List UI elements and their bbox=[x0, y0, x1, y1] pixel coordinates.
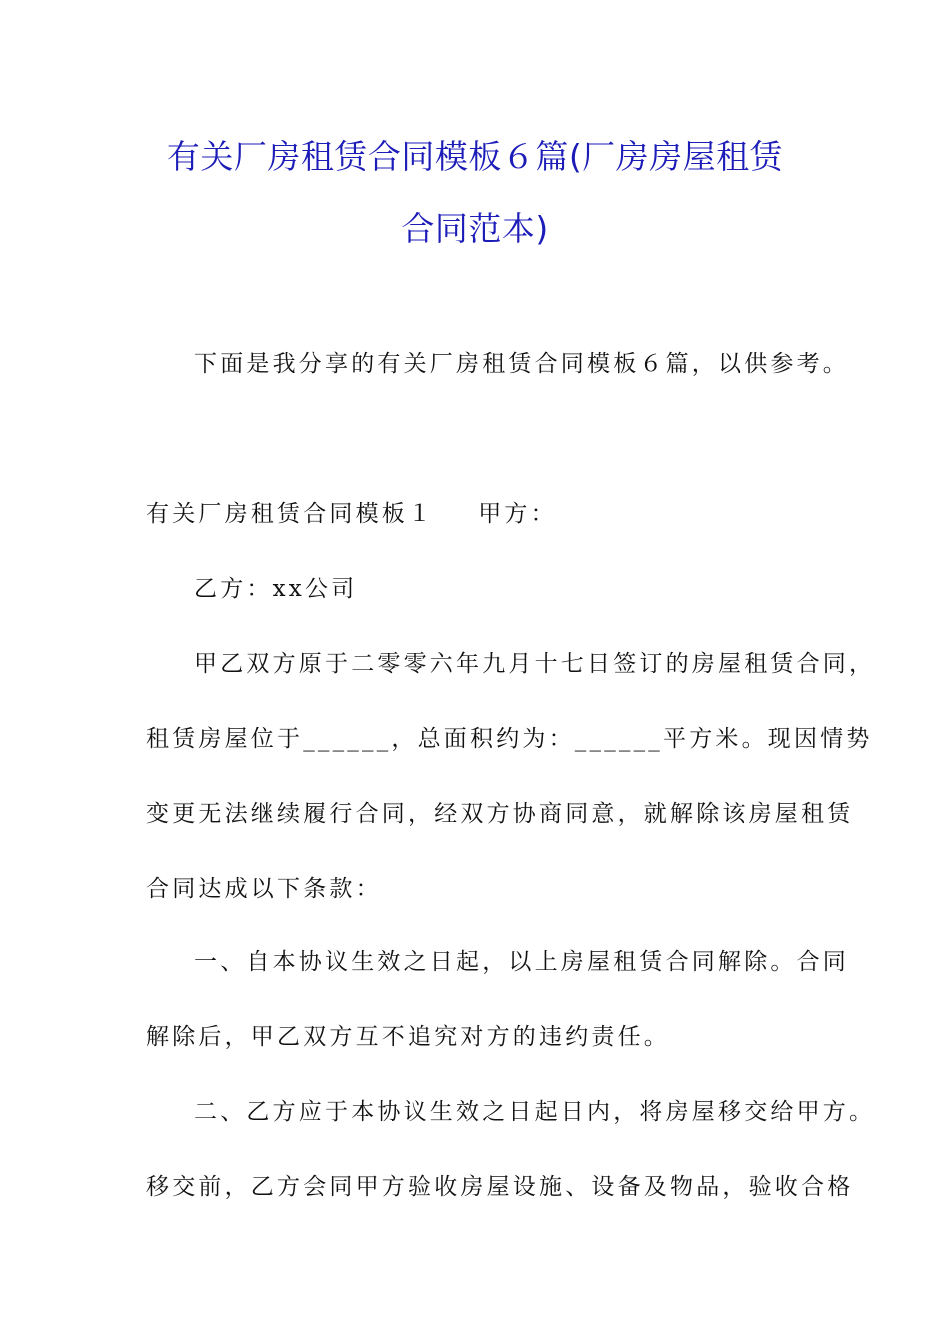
section-heading-row bbox=[146, 495, 557, 528]
paragraph-line: 一、自本协议生效之日起，以上房屋租赁合同解除。合同 bbox=[194, 949, 849, 975]
paragraph-line: 合同达成以下条款： bbox=[146, 876, 382, 902]
paragraph-line: 甲乙双方原于二零零六年九月十七日签订的房屋租赁合同， bbox=[194, 651, 876, 677]
document-title-line-1: 有关厂房租赁合同模板６篇(厂房房屋租赁 bbox=[166, 137, 784, 176]
paragraph-line: 租赁房屋位于______，总面积约为：______平方米。现因情势 bbox=[146, 726, 873, 752]
paragraph-line: 解除后，甲乙双方互不追究对方的违约责任。 bbox=[146, 1024, 670, 1050]
document-title-line-2: 合同范本) bbox=[401, 209, 549, 248]
paragraph-line: 变更无法继续履行合同，经双方协商同意，就解除该房屋租赁 bbox=[146, 801, 854, 827]
section-heading: 有关厂房租赁合同模板１ bbox=[146, 501, 435, 527]
paragraph-line: 移交前，乙方会同甲方验收房屋设施、设备及物品，验收合格 bbox=[146, 1174, 854, 1200]
paragraph-line: 二、乙方应于本协议生效之日起日内，将房屋移交给甲方。 bbox=[194, 1099, 876, 1125]
party-b-line: 乙方：xx公司 bbox=[194, 576, 358, 602]
party-a-label: 甲方： bbox=[478, 501, 557, 527]
intro-paragraph: 下面是我分享的有关厂房租赁合同模板６篇，以供参考。 bbox=[194, 351, 849, 377]
